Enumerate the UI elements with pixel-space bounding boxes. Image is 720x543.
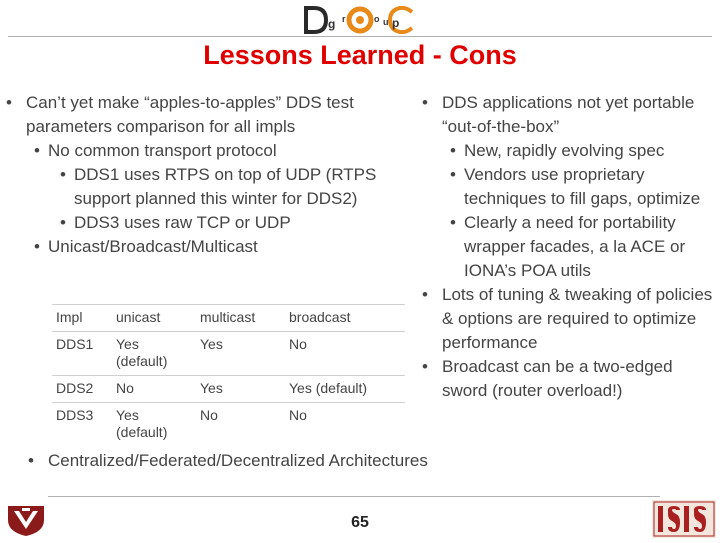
table-row [52,376,405,403]
bullet-apples: • Can’t yet make “apples-to-apples” DDS test parameters comparison for all impls [6,91,416,139]
bullet-portability: • DDS applications not yet portable “out-of-the-box” [422,91,718,139]
table-header: unicast [116,309,161,325]
left-column [6,91,416,259]
table-cell: Yes (default) [116,336,168,369]
bullet-tuning: • Lots of tuning & tweaking of policies & options are required to optimize performance [422,283,718,355]
table-cell: No [289,336,307,352]
transport-table [52,304,405,446]
bullet-wrapper: • Clearly a need for portability wrapper facades, a la ACE or IONA’s POA utils [422,211,718,283]
bullet-dds3: • DDS3 uses raw TCP or UDP [6,211,416,235]
bullet-transport: • No common transport protocol [6,139,416,163]
table-cell: No [116,380,134,396]
table-cell: No [289,407,307,423]
right-column [422,91,718,403]
bullet-dds1: • DDS1 uses RTPS on top of UDP (RTPS support planned this winter for DDS2) [6,163,416,211]
logo-letter-g: g [328,17,336,31]
logo-letter-u: u [383,17,389,27]
bullet-architectures: • Centralized/Federated/Decentralized Architectures [28,449,428,473]
doc-group-logo [300,4,420,36]
table-cell: DDS2 [56,380,94,396]
bullet-vendors: • Vendors use proprietary techniques to fill gaps, optimize [422,163,718,211]
bullet-casting: • Unicast/Broadcast/Multicast [6,235,416,259]
bottom-divider [48,496,660,497]
table-header: multicast [200,309,256,325]
table-cell: Yes (default) [289,380,368,396]
table-row [52,403,405,447]
logo-letter-r: r [342,14,346,24]
table-row [52,332,405,376]
table-cell: DDS1 [56,336,94,352]
page-number: 65 [351,514,369,531]
bullet-spec: • New, rapidly evolving spec [422,139,718,163]
doc-logo-graphic [300,4,420,36]
top-divider [8,36,712,37]
bullet-broadcast: • Broadcast can be a two-edged sword (router overload!) [422,355,718,403]
table-cell: DDS3 [56,407,94,423]
isis-logo [652,500,716,538]
vanderbilt-logo-graphic [4,502,48,538]
table-header-row [52,305,405,332]
slide-title: Lessons Learned - Cons [203,40,517,70]
table-header: Impl [56,309,83,325]
vanderbilt-logo [4,502,48,538]
logo-letter-p: p [392,16,400,30]
table-header: broadcast [289,309,351,325]
table-cell: No [200,407,218,423]
table-cell: Yes (default) [116,407,168,440]
logo-letter-o: o [374,14,380,24]
table-cell: Yes [200,336,223,352]
isis-logo-graphic [652,500,716,538]
table-cell: Yes [200,380,223,396]
